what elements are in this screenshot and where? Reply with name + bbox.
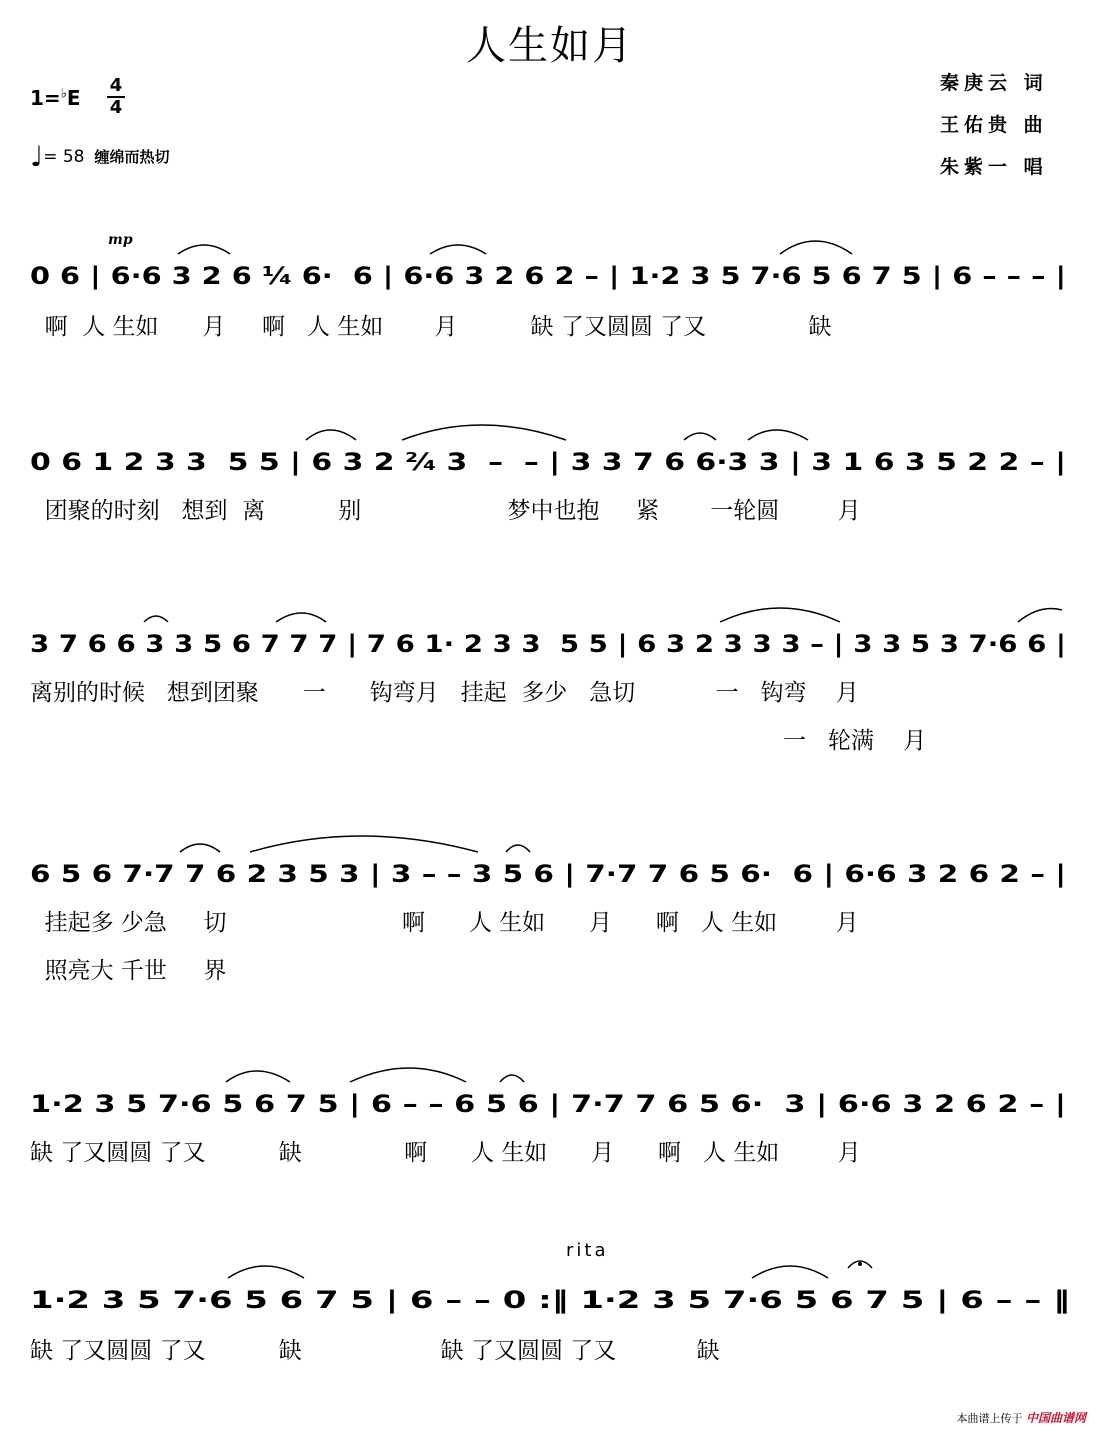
key-accidental: ♭ — [60, 86, 67, 102]
slur — [752, 1266, 828, 1278]
slur — [144, 616, 168, 622]
slur — [506, 845, 530, 852]
footer-text: 本曲谱上传于 — [956, 1412, 1023, 1425]
lyrics-line-4b: 照亮大 千世 界 — [30, 958, 227, 984]
notation-line-4: 6 5 6 7·7 7 6 2 3 5 3 | 3 – – 3 5 6 | 7·7 7 6 5 6· 6 | 6·6 3 2 6 2 – | — [30, 860, 1066, 888]
slurs — [144, 241, 1062, 1278]
meter-top: 4 — [109, 75, 123, 96]
notation-line-6: 1·2 3 5 7·6 5 6 7 5 | 6 – – 0 :‖ 1·2 3 5 7·6 5 6 7 5 | 6 – – ‖ — [30, 1286, 1070, 1314]
slur — [250, 836, 478, 852]
credit-composer: 王佑贵 曲 — [940, 114, 1048, 136]
fermata-dot — [858, 1262, 862, 1266]
slur — [178, 245, 230, 254]
lyrics-line-4a: 挂起多 少急 切 啊 人 生如 月 啊 人 生如 月 — [30, 910, 859, 936]
slur — [684, 433, 716, 440]
footer — [956, 1409, 1086, 1426]
slur — [780, 241, 852, 254]
ritardando-marking: rita — [566, 1240, 609, 1261]
page-title: 人生如月 — [466, 23, 634, 69]
slur — [228, 1266, 304, 1278]
slur — [180, 844, 220, 852]
lyrics-line-5: 缺 了又圆圆 了又 缺 啊 人 生如 月 啊 人 生如 月 — [30, 1140, 861, 1166]
notation-line-2: 0 6 1 2 3 3 5 5 | 6 3 2 ²⁄₄ 3 – – | 3 3 7 6 6·3 3 | 3 1 6 3 5 2 2 – | — [30, 448, 1066, 476]
slur — [720, 608, 840, 622]
notation-line-3: 3 7 6 6 3 3 5 6 7 7 7 | 7 6 1· 2 3 3 5 5 | 6 3 2 3 3 3 – | 3 3 5 3 7·6 6 | — [30, 630, 1066, 658]
lyrics-line-1: 啊 人 生如 月 啊 人 生如 月 缺 了又圆圆 了又 缺 — [30, 314, 832, 340]
credit-lyricist: 秦庚云 词 — [940, 72, 1048, 94]
lyrics-line-3a: 离别的时候 想到团聚 一 钩弯月 挂起 多少 急切 一 钩弯 月 — [30, 680, 859, 706]
notation-line-1: 0 6 | 6·6 3 2 6 ¹⁄₄ 6· 6 | 6·6 3 2 6 2 – | 1·2 3 5 7·6 5 6 7 5 | 6 – – – | — [30, 262, 1066, 290]
slur — [276, 613, 326, 622]
meter-bottom: 4 — [107, 96, 125, 118]
notation-line-5: 1·2 3 5 7·6 5 6 7 5 | 6 – – 6 5 6 | 7·7 7 6 5 6· 3 | 6·6 3 2 6 2 – | — [30, 1090, 1066, 1118]
lyrics-line-2: 团聚的时刻 想到 离 别 梦中也抱 紧 一轮圆 月 — [30, 498, 861, 524]
slur — [350, 1068, 466, 1082]
slur — [500, 1075, 524, 1082]
slur — [1018, 609, 1062, 623]
slur — [226, 1071, 290, 1082]
lyrics-line-3b: 一 轮满 月 — [30, 728, 927, 754]
credit-singer: 朱紫一 唱 — [940, 156, 1048, 178]
tempo-description: 缠绵而热切 — [94, 148, 170, 166]
slur — [748, 430, 808, 440]
key-note: E — [66, 86, 81, 110]
slur — [306, 430, 356, 440]
footer-brand: 中国曲谱网 — [1025, 1411, 1086, 1425]
slur — [430, 245, 486, 254]
slur — [402, 425, 566, 440]
key-prefix: 1= — [30, 86, 61, 110]
quarter-note-icon: ♩ — [30, 140, 44, 173]
tempo-value: = 58 — [43, 147, 85, 167]
dynamic-marking: mp — [108, 232, 133, 248]
lyrics-line-6: 缺 了又圆圆 了又 缺 缺 了又圆圆 了又 缺 — [30, 1338, 720, 1364]
